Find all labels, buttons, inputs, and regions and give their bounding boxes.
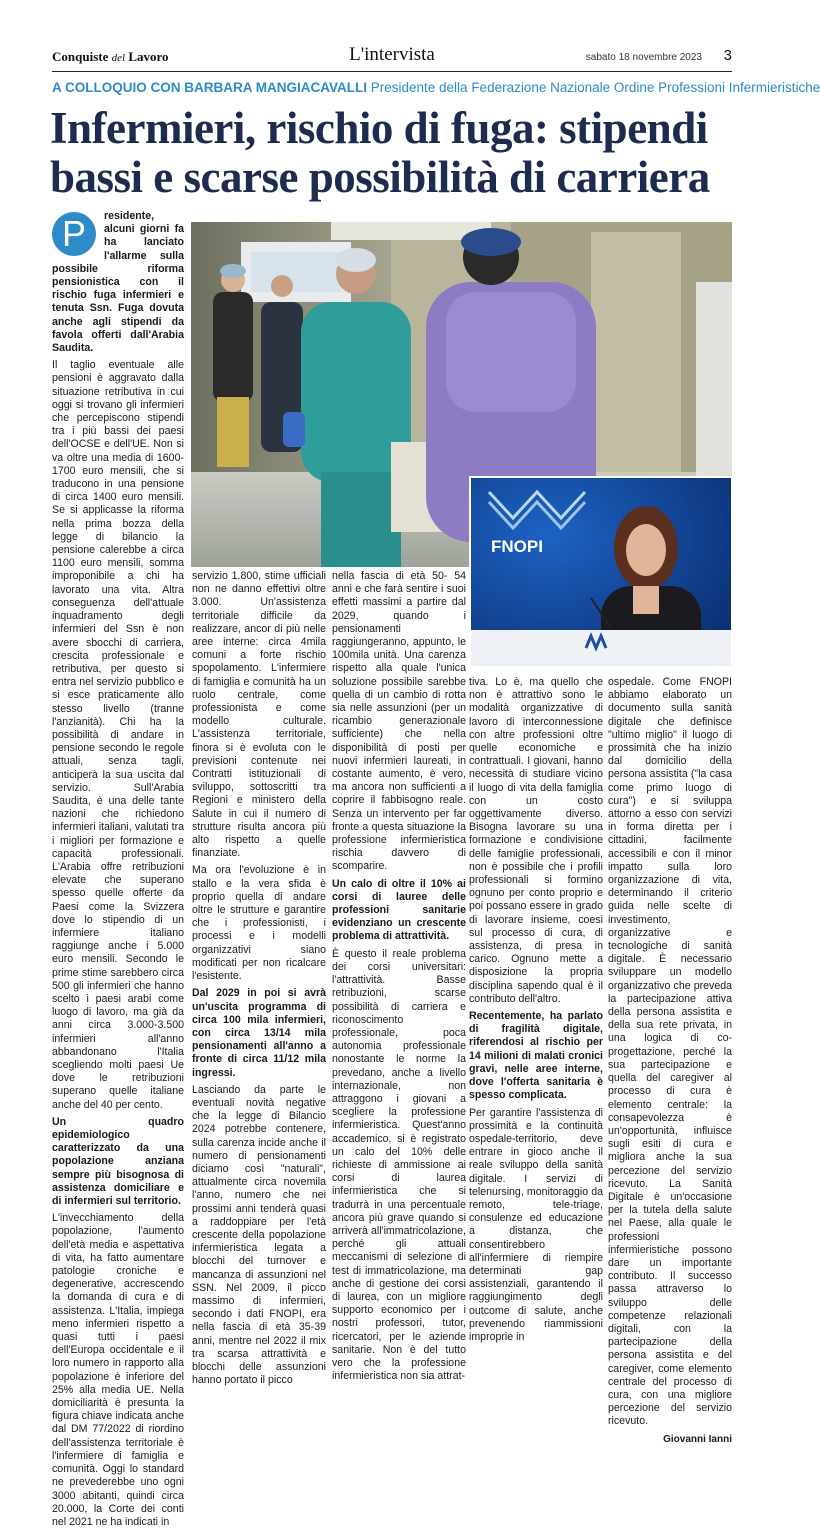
paper-name-part2: Lavoro: [128, 49, 169, 64]
question-heading: Dal 2029 in poi si avrà un'uscita programma di circa 100 mila infermieri, con circa 13/14 mila pensionamenti all'anno a fronte di circa 11/12 mila ingressi.: [192, 987, 326, 1079]
headline-line2: bassi e scarse possibilità di carriera: [50, 152, 710, 202]
kicker-lead: A COLLOQUIO CON BARBARA MANGIACAVALLI: [52, 80, 367, 95]
article-paragraph: Lasciando da parte le eventuali novità negative che la legge di Bilancio 2024 potrebbe contenere, sulla carenza incide anche il numero di pensionamenti diciamo così "naturali", attualmente circa novemila l'anno, numero che nei prossimi anni tenderà quasi a raddoppiare per l'età crescente della popolazione infermieristica legata a blocchi del turnover e mancanza di assunzioni nel SSN. Nel 2009, il picco massimo di infermieri, secondo i dati FNOPI, era nella fascia di età 35-39 anni, mentre nel 2022 il mix tra scarsa attrattività e blocchi delle assunzioni hanno portato il picco: [192, 1083, 326, 1387]
article-paragraph: L'invecchiamento della popolazione, l'aumento dell'età media e aspettativa di vita, ha fatto aumentare patologie croniche e degenerative, accrescendo la domanda di cura e di assistenza. L'Italia, impiega meno infermieri rispetto a quasi tutti i paesi dell'Europa occidentale e il loro numero in rapporto alla popolazione è inferiore del 25% alla media UE. Nella domiciliarità è presunta la figura chiave indicata anche dal DM 77/2022 di riordino dell'assistenza territoriale è l'infermiere di famiglia e comunità. Oggi lo standard ne prevederebbe uno ogni 3000 abitanti, quindi circa 20.000, la Corte dei conti nel 2021 ne ha indicati in: [52, 1212, 184, 1528]
question-heading: Recentemente, ha parlato di fragilità digitale, riferendosi al rischio per 14 milioni di malati cronici gravi, nelle aree interne, dove l'offerta sanitaria è spesso complicata.: [469, 1010, 603, 1102]
paper-name-part1: Conquiste: [52, 49, 109, 64]
article-paragraph: Per garantire l'assistenza di prossimità e la continuità ospedale-territorio, deve entrare in gioco anche il reale sviluppo della sanità digitale. I servizi di telenursing, monitoraggio da remoto, tele-triage, consulenze ed educazione a distanza, che consentirebbero all'infermiere di riempire determinati gap assistenziali, garantendo il raggiungimento degli outcome di salute, anche prevenendo riammissioni improprie in: [469, 1106, 603, 1343]
fnopi-logo-text: FNOPI: [491, 537, 543, 556]
page-number: 3: [723, 47, 732, 64]
drop-cap: P: [52, 212, 96, 256]
article-paragraph: servizio 1.800, stime ufficiali non ne danno effettivi oltre 3.000. Un'assistenza territoriale difficile da realizzare, ancor di più nelle aree interne: circa 4mila comuni a forte rischio spopolamento. L'infermiere di famiglia e comunità ha un ruolo centrale, come professionista e come modello culturale. L'assistenza territoriale, finora si è evoluta con le previsioni contenute nei Contratti istituzionali di sviluppo, sottoscritti tra Regioni e ministero della Salute in cui il numero di strutture risulta ancora più alto rispetto a quelle finanziate.: [192, 570, 326, 860]
issue-date: sabato 18 novembre 2023: [585, 52, 702, 63]
section-title: L'intervista: [349, 44, 435, 65]
article-paragraph: È questo il reale problema dei corsi universitari: l'attrattività. Basse retribuzioni, scarse possibilità di carriera e riconoscimento professionale, poca autonomia professionale nonostante le norme la prevedano, anche a livello internazionale, non attraggono i giovani a scegliere la professione infermieristica. Quest'anno accademico, si è registrato un calo del 10% delle richieste di ammissione ai corsi di laurea infermieristica che si tradurrà in una percentuale ancora più grave quando si arriverà all'immatricolazione, perché gli attuali meccanismi di selezione di test di immatricolazione, ma anche di gestione dei corsi di laurea, con un migliore supporto economico per i nostri professori, tutor, ricercatori, per le aziende sanitarie. Non è del tutto vero che la professione infermieristica non sia attrat-: [332, 947, 466, 1383]
article-paragraph: Ma ora l'evoluzione è in stallo e la vera sfida è proprio quella di andare oltre le strutture e garantire che i professionisti, i processi e i modelli organizzativi siano modificati per non ricalcare l'esistente.: [192, 864, 326, 983]
article-column-3: [332, 570, 466, 1383]
article-column-1: [52, 210, 184, 1528]
article-column-4: [469, 676, 603, 1343]
photo-president-podium: [469, 476, 733, 668]
kicker-role: Presidente della Federazione Nazionale Ordine Professioni Infermieristiche: [370, 80, 820, 95]
article-paragraph: nella fascia di età 50- 54 anni e che farà sentire i suoi effetti massimi a partire dal 2029, quando i pensionamenti raggiungeranno, appunto, le 100mila unità. Una carenza rispetto alla quale l'unica soluzione possibile sarebbe quella di un cambio di rotta sia nelle assunzioni (per un ricambio generazionale sufficiente) che nella disponibilità di posti per nuovi infermieri laureati, in costante aumento, è vero, ma ancora non sufficienti a coprire il fabbisogno reale. Senza un intervento per far fronte a questa situazione la professione infermieristica rischia davvero di scomparire.: [332, 570, 466, 873]
kicker: [52, 80, 820, 95]
paper-name-del: del: [111, 52, 126, 64]
portrait-illustration: [471, 478, 731, 666]
masthead: [52, 38, 732, 72]
question-heading: Un calo di oltre il 10% ai corsi di lauree delle professioni sanitarie evidenziano un crescente problema di attrattività.: [332, 877, 466, 943]
article-lead: residente, alcuni giorni fa ha lanciato l'allarme sulla possibile riforma pensionistica con il rischio fuga infermieri e tenuta Ssn. Fuga dovuta anche agli stipendi da favola offerti dall'Arabia Saudita.: [52, 210, 184, 355]
article-column-2: [192, 570, 326, 1387]
article-paragraph: Il taglio eventuale alle pensioni è aggravato dalla situazione retributiva in cui oggi si trovano gli infermieri che percepiscono stipendi tra i più bassi dei paesi dell'OCSE e dell'UE. Non si va oltre una media di 1600-1700 euro mensili, che si traducono in una pensione di circa 1400 euro mensili. Se si applicasse la riforma nella prima bozza della legge di bilancio la pensione calerebbe a circa 1100 euro mensili, somma improponibile a chi ha lavorato una vita. Altra conseguenza dell'attuale inquadramento degli infermieri del Ssn è non avere sbocchi di carriera, crescita professionale e retributiva, per questo si entra nel servizio pubblico e si esce praticamente allo stesso livello (tranne l'anzianità). Chi ha la possibilità di andare in pensione secondo le regole attuali, senza tagli, anticiperà la sua uscita dal servizio. Sull'Arabia Saudita, è una delle tante nazioni che richiedono infermieri italiani, valutati tra i migliori per formazione e capacità professionali. L'Arabia offre retribuzioni elevate che superano spesso quelle offerte da Paesi come la Svizzera dove lo stipendio di un infermiere italiano raggiunge anche i 5.000 euro mensili. Secondo le prime stime sarebbero circa 500 gli infermieri che hanno scelto i paesi arabi come luogo di lavoro, ma già da anni circa 3.000-3.500 infermieri all'anno abbandonano l'Italia scegliendo molti paesi Ue dove le retribuzioni superano quelle italiane anche del 40 per cento.: [52, 359, 184, 1111]
article-paragraph: ospedale. Come FNOPI abbiamo elaborato un documento sulla sanità digitale che definisce "ultimo miglio" il luogo di prossimità che ha inizio dal domicilio della persona assistita ("la casa come primo luogo di cura") e si sviluppa attorno a esso con servizi in forma diretta per i cittadini, facilmente accessibili e con il minor impatto sulla loro organizzazione di vita, determinando il criterio guida nelle scelte di investimento, organizzative e tecnologiche di sanità digitale. È necessario sviluppare un modello organizzativo che preveda la partecipazione attiva della persona assistita e della sua rete privata, in una logica di co-progettazione, perché la sua partecipazione e quella del caregiver al processo di cura è elemento centrale: la consapevolezza è un'opportunità, influisce sugli esiti di cura e migliora anche la sua percezione del servizio ricevuto. La Sanità Digitale è un'occasione per la tutela della salute nel Paese, alla quale le professioni infermieristiche possono dare un importante contributo. Il successo passa attraverso lo sviluppo delle competenze relazionali digitali, con la partecipazione della persona assistita e del caregiver, come elemento centrale del processo di cura, con una migliore percezione del servizio ricevuto.: [608, 676, 732, 1428]
headline-line1: Infermieri, rischio di fuga: stipendi: [50, 103, 708, 153]
headline: [50, 104, 750, 202]
question-heading: Un quadro epidemiologico caratterizzato da una popolazione anziana sempre più bisognosa di assistenza domiciliare e di infermieri sul territorio.: [52, 1115, 184, 1208]
author-signature: Giovanni Ianni: [663, 1433, 732, 1445]
article-column-5: [608, 676, 732, 1445]
article-paragraph: tiva. Lo è, ma quello che non è attrattivo sono le modalità organizzative di lavoro di interconnessione con altre professioni oltre quelle economiche e contrattuali. I giovani, hanno necessità di studiare vicino il luogo di vita della famiglia con un costo oggettivamente diverso. Bisogna lavorare su una formazione e condivisione delle famiglie professionali, non è possibile che i profili professionali si formino ognuno per conto proprio e poi possano essere in grado di lavorare insieme, coesi sul processo di cura, di assistenza, di presa in carico. Ognuno mette a disposizione la propria disciplina sapendo qual è il contributo dell'altro.: [469, 676, 603, 1005]
